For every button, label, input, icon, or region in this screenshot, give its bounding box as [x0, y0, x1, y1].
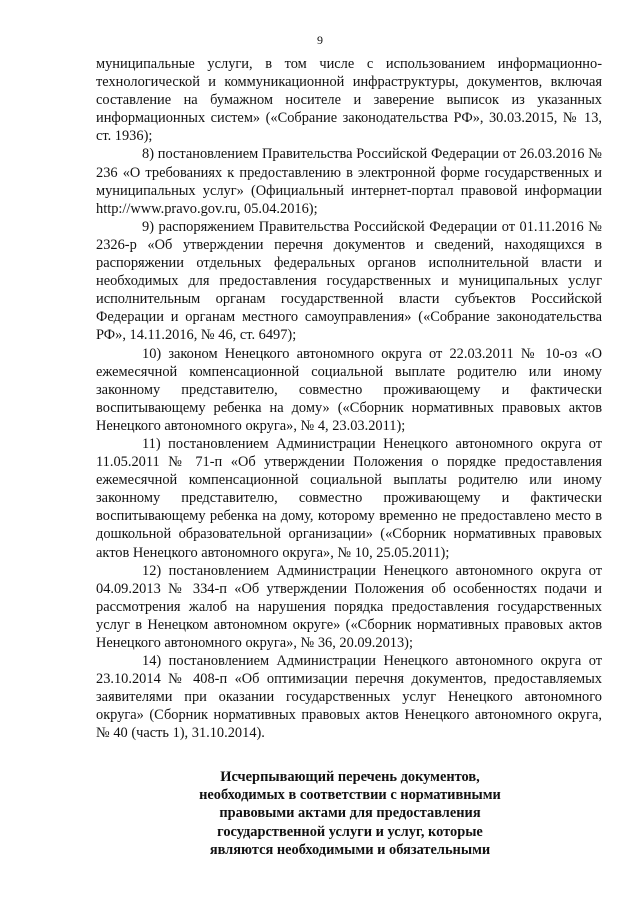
document-body: [96, 55, 602, 743]
paragraph-item-12: 12) постановлением Администрации Ненецкого автономного округа от 04.09.2013 № 334-п «Об утверждении Положения об особенностях подачи и рассмотрения жалоб на нарушения порядка предоставления государственных услуг в Ненецком автономном округе» («Сборник нормативных правовых актов Ненецкого автономного округа», № 36, 20.09.2013);: [96, 562, 602, 651]
heading-line: являются необходимыми и обязательными: [209, 841, 491, 858]
paragraph-item-10: 10) законом Ненецкого автономного округа от 22.03.2011 № 10-оз «О ежемесячной компенсационной социальной выплате родителю или иному законному представителю, совместно проживающему и фактически воспитывающему ребенка на дому» («Сборник нормативных правовых актов Ненецкого автономного округа», № 4, 23.03.2011);: [96, 345, 602, 434]
heading-line: правовыми актами для предоставления: [219, 805, 481, 822]
heading-line: Исчерпывающий перечень документов,: [220, 769, 480, 785]
heading-line: государственной услуги и услуг, которые: [217, 823, 483, 840]
paragraph-item-11: 11) постановлением Администрации Ненецкого автономного округа от 11.05.2011 № 71-п «Об утверждении Положения о порядке предоставления ежемесячной компенсационной социальной выплаты родителю или иному законному представителю, совместно проживающему и фактически воспитывающему ребенка на дому, которому временно не предоставлено место в дошкольной образовательной организации» («Сборник нормативных правовых актов Ненецкого автономного округа», № 10, 25.05.2011);: [96, 435, 602, 561]
paragraph-item-14: 14) постановлением Администрации Ненецкого автономного округа от 23.10.2014 № 408-п «Об оптимизации перечня документов, предоставляемых заявителями при оказании государственных услуг Ненецкого автономного округа» (Сборник нормативных правовых актов Ненецкого автономного округа, № 40 (часть 1), 31.10.2014).: [96, 653, 602, 742]
page-number: 9: [317, 33, 323, 47]
paragraph-item-9: 9) распоряжением Правительства Российской Федерации от 01.11.2016 № 2326-р «Об утверждении перечня документов и сведений, находящихся в распоряжении отдельных федеральных органов исполнительной власти и необходимых для предоставления государственных и муниципальных услуг исполнительным органам государственной власти субъектов Российской Федерации и органам местного самоуправления» («Собрание законодательства РФ», 14.11.2016, № 46, ст. 6497);: [96, 218, 602, 344]
heading-line: необходимых в соответствии с нормативными: [199, 787, 501, 804]
paragraph-item-8: 8) постановлением Правительства Российской Федерации от 26.03.2016 № 236 «О требованиях к предоставлению в электронной форме государственных и муниципальных услуг» (Официальный интернет-портал правовой информации http://www.pravo.gov.ru, 05.04.2016);: [96, 146, 602, 217]
section-heading: [140, 768, 560, 859]
paragraph-continuation: муниципальные услуги, в том числе с использованием информационно-технологической и коммуникационной инфраструктуры, документов, включая составление на бумажном носителе и заверение выписок из указанных информационных систем» («Собрание законодательства РФ», 30.03.2015, № 13, ст. 1936);: [96, 56, 602, 145]
